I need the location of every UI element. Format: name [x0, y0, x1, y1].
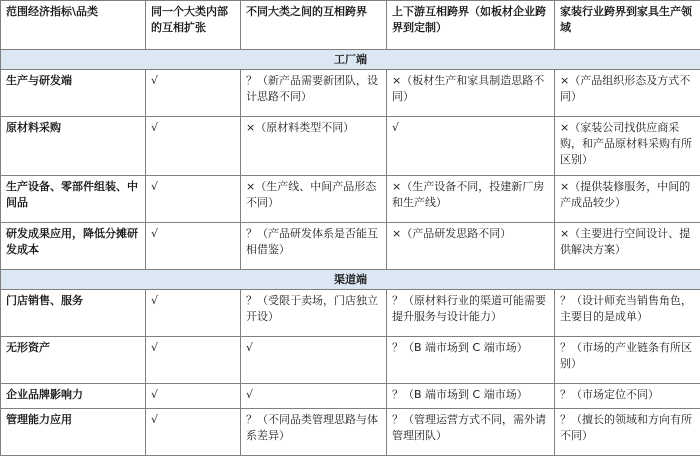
row-label: 无形资产: [1, 337, 146, 384]
table-cell: ？（新产品需要新团队，设计思路不同）: [241, 70, 387, 117]
table-row: [1, 290, 700, 337]
table-cell: √: [146, 384, 241, 409]
table-cell: ×（生产线、中间产品形态不同）: [241, 176, 387, 223]
table-cell: ？（产品研发体系是否能互相借鉴）: [241, 223, 387, 270]
row-label: 企业品牌影响力: [1, 384, 146, 409]
table-cell: ×（板材生产和家具制造思路不同）: [387, 70, 555, 117]
table-cell: √: [387, 117, 555, 176]
table-row: [1, 117, 700, 176]
table-cell: √: [146, 223, 241, 270]
row-label: 管理能力应用: [1, 409, 146, 456]
table-cell: ？（B 端市场到 C 端市场）: [387, 384, 555, 409]
section-title: 工厂端: [1, 50, 700, 70]
table-row: [1, 409, 700, 456]
table-row: [1, 223, 700, 270]
table-cell: ？（管理运营方式不同，需外请管理团队）: [387, 409, 555, 456]
table-cell: ？（市场定位不同）: [555, 384, 700, 409]
row-label: 生产与研发端: [1, 70, 146, 117]
table-cell: ×（产品组织形态及方式不同）: [555, 70, 700, 117]
table-cell: √: [146, 70, 241, 117]
table-cell: √: [146, 117, 241, 176]
header-cell-category: 范围经济指标\品类: [1, 1, 146, 50]
row-label: 门店销售、服务: [1, 290, 146, 337]
table-cell: ×（产品研发思路不同）: [387, 223, 555, 270]
header-cell-upstream-downstream: 上下游互相跨界（如板材企业跨界到定制）: [387, 1, 555, 50]
table-row: [1, 337, 700, 384]
table-cell: ×（原材料类型不同）: [241, 117, 387, 176]
table-cell: ？（原材料行业的渠道可能需要提升服务与设计能力）: [387, 290, 555, 337]
section-row-factory: [1, 50, 700, 70]
table-row: [1, 384, 700, 409]
table-cell: ×（主要进行空间设计、提供解决方案）: [555, 223, 700, 270]
table-cell: √: [146, 176, 241, 223]
row-label: 原材料采购: [1, 117, 146, 176]
section-title: 渠道端: [1, 270, 700, 290]
row-label: 研发成果应用，降低分摊研发成本: [1, 223, 146, 270]
table-cell: √: [146, 290, 241, 337]
table-cell: ×（生产设备不同，投建新厂房和生产线）: [387, 176, 555, 223]
table-row: [1, 176, 700, 223]
table-cell: ？（受限于卖场，门店独立开设）: [241, 290, 387, 337]
row-label: 生产设备、零部件组装、中间品: [1, 176, 146, 223]
table-cell: √: [241, 337, 387, 384]
table-cell: √: [146, 337, 241, 384]
table-cell: ×（提供装修服务，中间的产成品较少）: [555, 176, 700, 223]
header-cell-home-decor-to-furniture: 家装行业跨界到家具生产领域: [555, 1, 700, 50]
table-cell: √: [241, 384, 387, 409]
header-cell-same-category: 同一个大类内部的互相扩张: [146, 1, 241, 50]
table-cell: ×（家装公司找供应商采购，和产品原材料采购有所区别）: [555, 117, 700, 176]
table-cell: ？（不同品类管理思路与体系差异）: [241, 409, 387, 456]
table-row: [1, 70, 700, 117]
header-row: [1, 1, 700, 50]
table-cell: ？（擅长的领域和方向有所不同）: [555, 409, 700, 456]
table-cell: ？（市场的产业链条有所区别）: [555, 337, 700, 384]
table-cell: ？（设计师充当销售角色，主要目的是成单）: [555, 290, 700, 337]
table-cell: √: [146, 409, 241, 456]
section-row-channel: [1, 270, 700, 290]
header-cell-cross-category: 不同大类之间的互相跨界: [241, 1, 387, 50]
table-cell: ？（B 端市场到 C 端市场）: [387, 337, 555, 384]
